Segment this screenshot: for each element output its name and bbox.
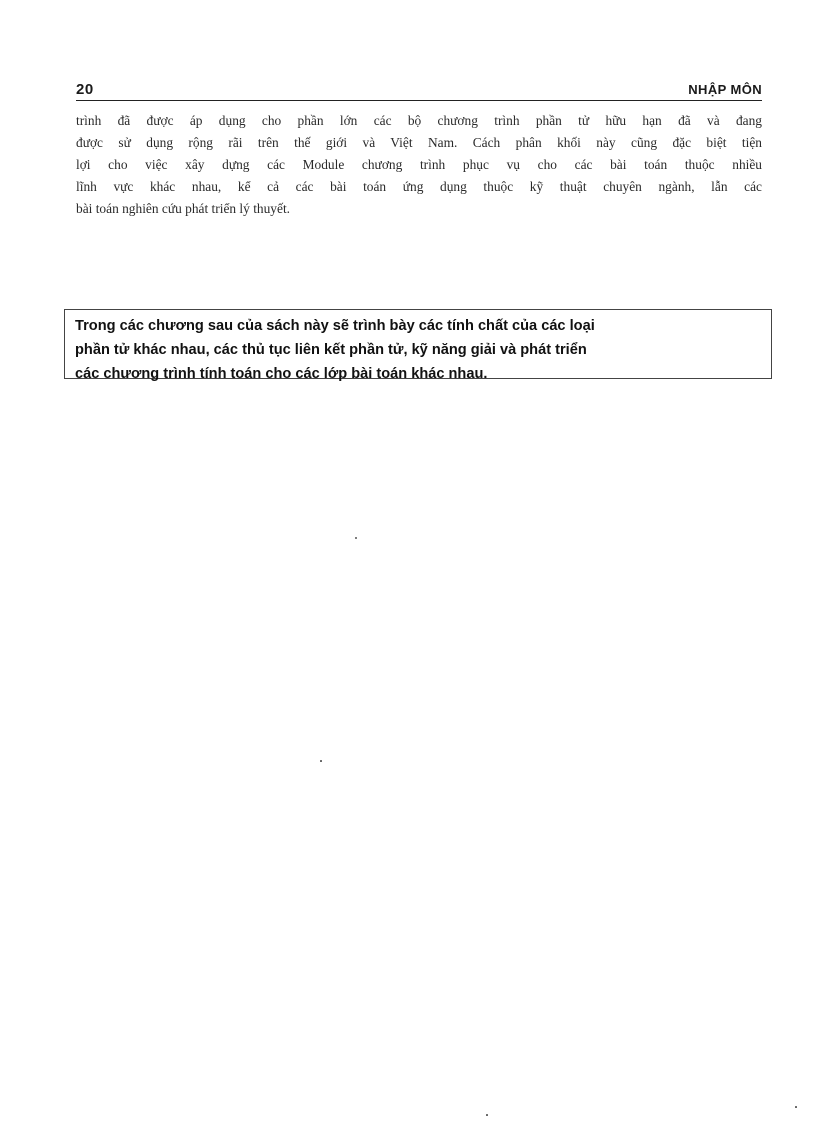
callout-line: phần tử khác nhau, các thủ tục liên kết phần tử, kỹ năng giải và phát triển [75, 342, 587, 358]
page-header [76, 78, 762, 101]
callout-line: Trong các chương sau của sách này sẽ trình bày các tính chất của các loại [75, 318, 595, 334]
scan-speck [355, 537, 357, 539]
scan-speck [486, 1114, 488, 1116]
body-line: lĩnh vực khác nhau, kể cả các bài toán ứng dụng thuộc kỹ thuật chuyên ngành, lẫn các [76, 179, 762, 194]
body-paragraph [76, 110, 762, 220]
body-line: bài toán nghiên cứu phát triển lý thuyết. [76, 201, 291, 216]
scan-speck [795, 1106, 797, 1108]
running-title: NHẬP MÔN [688, 82, 762, 97]
body-line: lợi cho việc xây dựng các Module chương trình phục vụ cho các bài toán thuộc nhiều [76, 157, 762, 172]
body-line: trình đã được áp dụng cho phần lớn các bộ chương trình phần tử hữu hạn đã và đang [76, 113, 762, 128]
callout-line: các chương trình tính toán cho các lớp bài toán khác nhau. [75, 366, 488, 382]
page-number: 20 [76, 81, 94, 98]
body-line: được sử dụng rộng rãi trên thế giới và Việt Nam. Cách phân khối này cũng đặc biệt tiện [76, 135, 762, 150]
scan-speck [320, 760, 322, 762]
summary-callout-box [64, 309, 772, 382]
